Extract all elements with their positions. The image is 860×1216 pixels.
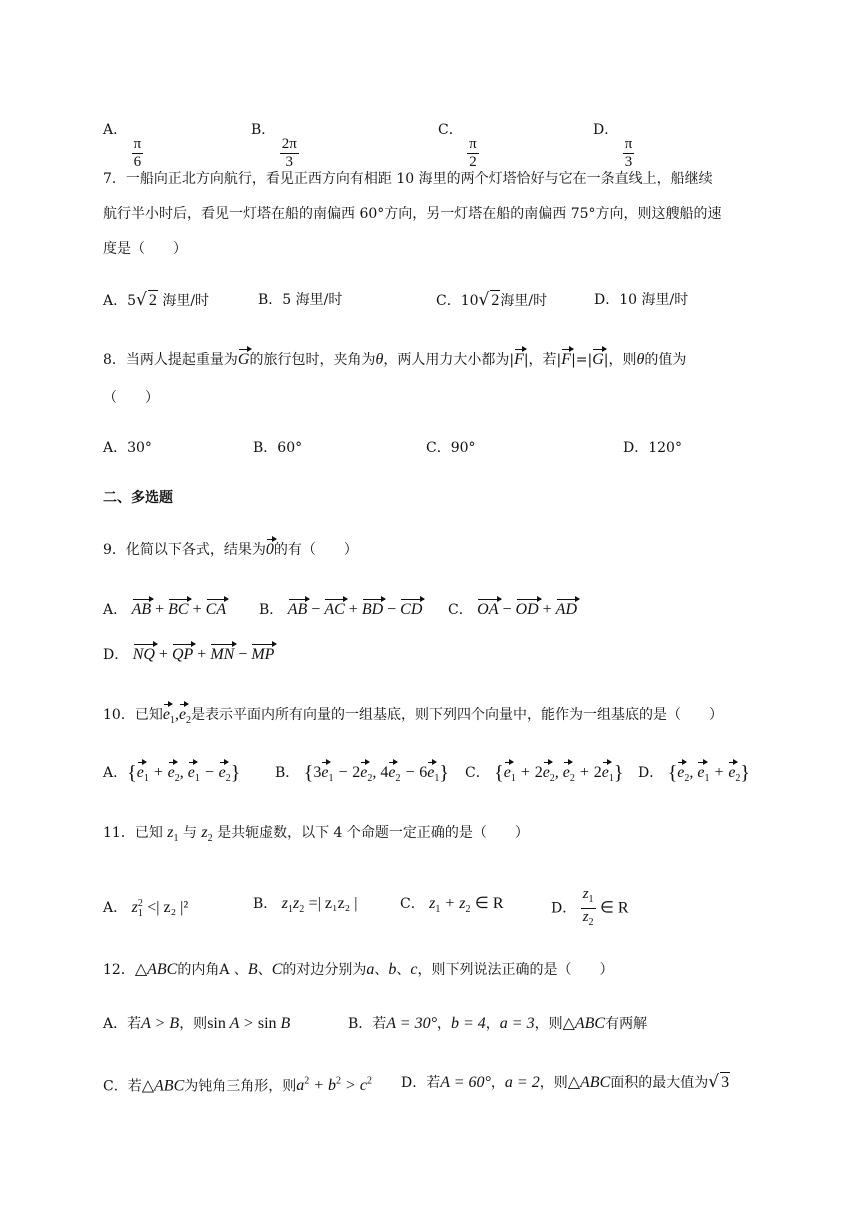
q10-option-d: D． {$e_2$, $e_1 + e_2$}	[638, 762, 751, 785]
vector: AC	[324, 601, 345, 618]
fraction: $\frac{\pi}{2}$	[469, 136, 477, 170]
q9-option-b: B． AB − AC + BD − CD	[259, 601, 423, 618]
vector: NQ	[132, 646, 155, 663]
q9-option-d: D． NQ + QP + MN − MP	[103, 646, 275, 663]
vector: CA	[205, 601, 227, 618]
q7-option-a: A．5√ 2 海里/时	[103, 290, 210, 310]
vector: AB	[131, 601, 152, 618]
q11-option-a: A． $z_1^2$ <| z₂ |²	[103, 898, 189, 920]
q8-option-a: A．30°	[103, 440, 152, 456]
q9-option-a: A． AB + BC + CA	[103, 601, 227, 618]
fraction: $\frac{2\pi}{3}$	[281, 136, 297, 170]
q12-option-a: A．若A > B，则sin A > sin B	[103, 1015, 291, 1032]
q10-option-c: C． {$e_1 + 2e_2$, $e_2 + 2e_1$}	[465, 762, 624, 785]
fraction: $\frac{\pi}{6}$	[133, 136, 142, 170]
question-8-stem: 8．当两人提起重量为G的旅行包时，夹角为θ，两人用力大小都为|F|，若|F|=|G|，则θ的值为	[103, 351, 687, 368]
vector: QP	[171, 646, 194, 663]
operator: +	[344, 601, 362, 618]
fraction: $\frac{\pi}{3}$	[624, 136, 633, 170]
question-11-stem: 11．已知 $z_1$ 与 $z_2$ 是共轭虚数，以下 4 个命题一定正确的是（ ）	[103, 824, 529, 845]
q12-option-c: C．若△ABC为钝角三角形，则$a^2 + b^2 > c^2$	[103, 1076, 372, 1095]
q11-option-c: C． $z_1 + z_2$ ∈ R	[400, 895, 504, 916]
vector: BD	[361, 601, 384, 618]
operator: −	[498, 601, 516, 618]
vector: OD	[515, 601, 539, 618]
vector: MP	[251, 646, 275, 663]
q6-option-a: A． $\frac{\pi}{6}$	[103, 122, 142, 170]
operator: +	[151, 601, 169, 618]
q12-option-d: D．若A = 60°，a = 2，则△ABC面积的最大值为√ 3	[401, 1072, 730, 1092]
vector: CD	[400, 601, 423, 618]
operator: +	[188, 601, 206, 618]
q6-options	[103, 108, 800, 170]
q6-option-c: C． $\frac{\pi}{2}$	[438, 122, 477, 170]
q8-option-b: B．60°	[253, 440, 303, 456]
q6-option-b: B． $\frac{2\pi}{3}$	[251, 122, 297, 170]
q12-option-b: B．若A = 30°，b = 4，a = 3，则△ABC有两解	[348, 1015, 648, 1032]
question-7-stem: 7．一船向正北方向航行，看见正西方向有相距 10 海里的两个灯塔恰好与它在一条直线上，船继续 航行半小时后，看见一灯塔在船的南偏西 60°方向，另一灯塔在船的南偏西 75°方向，则这艘船的速 度是（ ）	[103, 171, 722, 257]
q8-option-d: D．120°	[623, 440, 682, 456]
vector: AB	[287, 601, 308, 618]
q7-option-d: D．10 海里/时	[594, 292, 689, 308]
q11-option-d: D． $\frac{z_1}{z_2}$ ∈ R	[551, 886, 629, 928]
question-12-stem: 12．△ABC的内角A 、B、C的对边分别为a、b、c，则下列说法正确的是（ ）	[103, 961, 614, 978]
question-9-stem: 9．化简以下各式，结果为0的有（ ）	[103, 541, 358, 558]
vector: MN	[210, 646, 235, 663]
vector: AD	[555, 601, 577, 618]
vector: OA	[477, 601, 499, 618]
vector: BC	[168, 601, 189, 618]
operator: +	[538, 601, 556, 618]
operator: +	[193, 646, 211, 663]
q8-option-c: C．90°	[426, 440, 476, 456]
question-10-stem: 10．已知$e_1,e_2$是表示平面内所有向量的一组基底，则下列四个向量中，能作为一组基底的是（ ）	[103, 706, 724, 727]
q7-option-c: C．10√ 2海里/时	[436, 290, 548, 310]
operator: −	[307, 601, 325, 618]
q9-option-c: C． OA − OD + AD	[448, 601, 577, 618]
q6-option-d: D． $\frac{\pi}{3}$	[593, 122, 633, 170]
q7-option-b: B．5 海里/时	[258, 292, 343, 308]
operator: −	[383, 601, 401, 618]
operator: +	[154, 646, 172, 663]
q11-option-b: B． $z_1z_2$ =| z₁z₂ |	[253, 895, 358, 916]
q10-option-a: A．{$e_1 + e_2$, $e_1 - e_2$}	[103, 762, 241, 785]
question-8-stem-line2: （ ）	[103, 390, 159, 406]
operator: −	[234, 646, 252, 663]
section-title: 二、多选题	[103, 490, 173, 506]
q11-options	[103, 882, 800, 928]
q10-option-b: B． {$3e_1 - 2e_2$, $4e_2 - 6e_1$}	[275, 762, 449, 785]
